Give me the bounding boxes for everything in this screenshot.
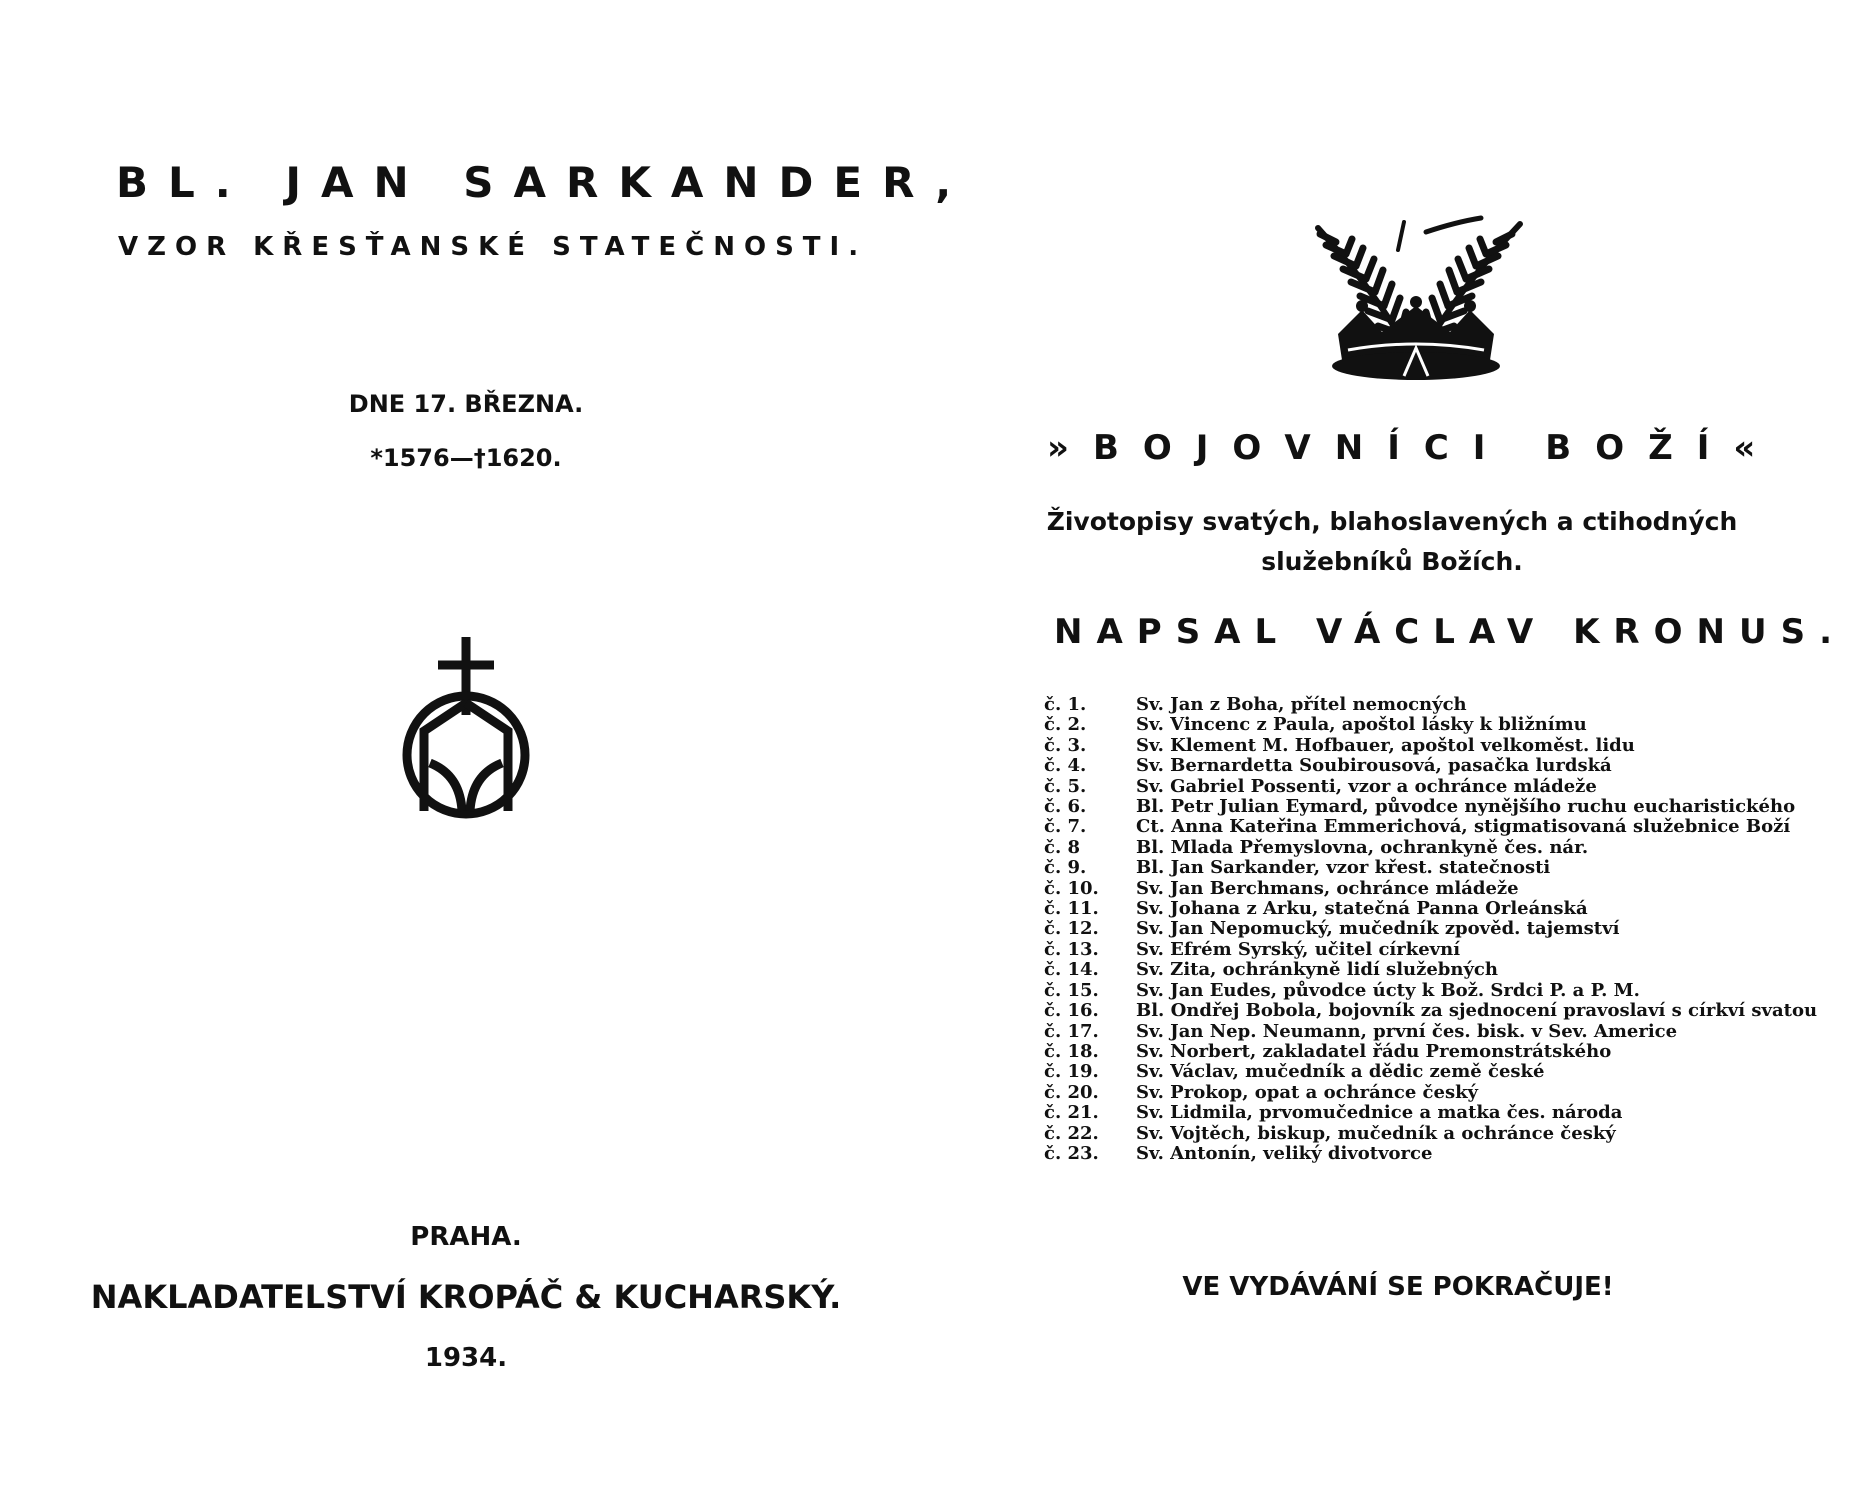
list-item-text: Sv. Zita, ochránkyně lidí služebných — [1136, 959, 1498, 981]
list-item-text: Sv. Johana z Arku, statečná Panna Orleánská — [1136, 898, 1588, 920]
list-item — [1044, 960, 1819, 980]
list-item — [1044, 756, 1819, 776]
list-item — [1044, 838, 1819, 858]
list-item-number: č. 8 — [1044, 836, 1081, 858]
list-item-number: č. 22. — [1044, 1122, 1099, 1144]
list-item — [1044, 899, 1819, 919]
list-item-number: č. 4. — [1044, 755, 1087, 777]
life-years: *1576—†1620. — [370, 444, 562, 472]
series-list — [1044, 695, 1819, 1164]
list-item-text: Sv. Prokop, opat a ochránce český — [1136, 1081, 1479, 1103]
list-item-number: č. 19. — [1044, 1061, 1099, 1083]
list-item-text: Sv. Lidmila, prvomučednice a matka čes. národa — [1136, 1102, 1623, 1124]
list-item — [1044, 736, 1819, 756]
publication-place: PRAHA. — [410, 1222, 522, 1252]
list-item-text: Sv. Klement M. Hofbauer, apoštol velkoměst. lidu — [1136, 734, 1635, 756]
list-item — [1044, 879, 1819, 899]
list-item — [1044, 797, 1819, 817]
list-item — [1044, 777, 1819, 797]
list-item — [1044, 715, 1819, 735]
list-item-text: Sv. Gabriel Possenti, vzor a ochránce mládeže — [1136, 775, 1597, 797]
book-subtitle: VZOR KŘESŤANSKÉ STATEČNOSTI. — [118, 232, 868, 262]
list-item-number: č. 9. — [1044, 857, 1087, 879]
list-item — [1044, 1124, 1819, 1144]
list-item-number: č. 7. — [1044, 816, 1087, 838]
list-item-text: Sv. Antonín, veliký divotvorce — [1136, 1142, 1433, 1164]
list-item — [1044, 858, 1819, 878]
list-item-number: č. 17. — [1044, 1020, 1099, 1042]
description-line: Životopisy svatých, blahoslavených a ctihodných — [1046, 507, 1738, 536]
list-item — [1044, 940, 1819, 960]
cross-monogram-logo-icon — [396, 635, 536, 820]
list-item-number: č. 2. — [1044, 714, 1087, 736]
list-item-number: č. 18. — [1044, 1040, 1099, 1062]
author-line: NAPSAL VÁCLAV KRONUS. — [1054, 612, 1846, 652]
list-item — [1044, 1103, 1819, 1123]
book-title: BL. JAN SARKANDER, — [116, 158, 972, 207]
list-item-text: Sv. Bernardetta Soubirousová, pasačka lurdská — [1136, 755, 1612, 777]
list-item-number: č. 1. — [1044, 694, 1087, 715]
list-item-text: Sv. Jan Nep. Neumann, první čes. bisk. v Sev. Americe — [1136, 1020, 1678, 1042]
continuation-note: VE VYDÁVÁNÍ SE POKRAČUJE! — [1182, 1272, 1614, 1302]
feast-date: DNE 17. BŘEZNA. — [348, 390, 584, 418]
list-item-text: Bl. Ondřej Bobola, bojovník za sjednocení pravoslaví s církví svatou — [1136, 1000, 1818, 1022]
list-item-text: Sv. Vojtěch, biskup, mučedník a ochránce český — [1136, 1122, 1616, 1144]
list-item-text: Sv. Jan z Boha, přítel nemocných — [1136, 694, 1467, 715]
publication-year: 1934. — [424, 1343, 508, 1373]
list-item-number: č. 13. — [1044, 938, 1099, 960]
description-line: služebníků Božích. — [1261, 547, 1523, 576]
list-item-text: Sv. Norbert, zakladatel řádu Premonstrátského — [1136, 1040, 1612, 1062]
list-item-text: Sv. Vincenc z Paula, apoštol lásky k bližnímu — [1136, 714, 1587, 736]
list-item-number: č. 12. — [1044, 918, 1099, 940]
list-item-text: Bl. Jan Sarkander, vzor křest. statečnosti — [1136, 857, 1551, 879]
publisher-name: NAKLADATELSTVÍ KROPÁČ & KUCHARSKÝ. — [90, 1278, 842, 1316]
list-item-number: č. 21. — [1044, 1102, 1099, 1124]
list-item-text: Sv. Jan Berchmans, ochránce mládeže — [1136, 877, 1519, 899]
list-item-number: č. 11. — [1044, 898, 1099, 920]
series-title: »BOJOVNÍCI BOŽÍ« — [1047, 428, 1780, 468]
list-item-number: č. 20. — [1044, 1081, 1099, 1103]
list-item — [1044, 1042, 1819, 1062]
list-item-text: Sv. Václav, mučedník a dědic země české — [1136, 1061, 1545, 1083]
crown-palm-emblem-icon — [1276, 210, 1556, 390]
list-item-text: Sv. Jan Eudes, původce úcty k Bož. Srdci P. a P. M. — [1136, 979, 1640, 1001]
list-item-text: Ct. Anna Kateřina Emmerichová, stigmatisovaná služebnice Boží — [1136, 816, 1791, 838]
right-page — [932, 0, 1864, 1500]
list-item-number: č. 16. — [1044, 1000, 1099, 1022]
list-item — [1044, 695, 1819, 715]
list-item-text: Sv. Efrém Syrský, učitel církevní — [1136, 938, 1461, 960]
list-item — [1044, 1144, 1819, 1164]
list-item-number: č. 10. — [1044, 877, 1099, 899]
list-item-text: Bl. Petr Julian Eymard, původce nynějšího ruchu eucharistického — [1136, 796, 1796, 818]
list-item — [1044, 1001, 1819, 1021]
list-item-text: Bl. Mlada Přemyslovna, ochrankyně čes. nár. — [1136, 836, 1589, 858]
list-item — [1044, 1062, 1819, 1082]
list-item-number: č. 15. — [1044, 979, 1099, 1001]
list-item — [1044, 817, 1819, 837]
list-item-number: č. 23. — [1044, 1142, 1099, 1164]
list-item-number: č. 3. — [1044, 734, 1087, 756]
list-item-number: č. 14. — [1044, 959, 1099, 981]
list-item — [1044, 981, 1819, 1001]
list-item — [1044, 1083, 1819, 1103]
list-item-text: Sv. Jan Nepomucký, mučedník zpověd. tajemství — [1136, 918, 1620, 940]
list-item — [1044, 919, 1819, 939]
list-item-number: č. 5. — [1044, 775, 1087, 797]
list-item — [1044, 1022, 1819, 1042]
series-description — [1032, 502, 1752, 582]
list-item-number: č. 6. — [1044, 796, 1087, 818]
